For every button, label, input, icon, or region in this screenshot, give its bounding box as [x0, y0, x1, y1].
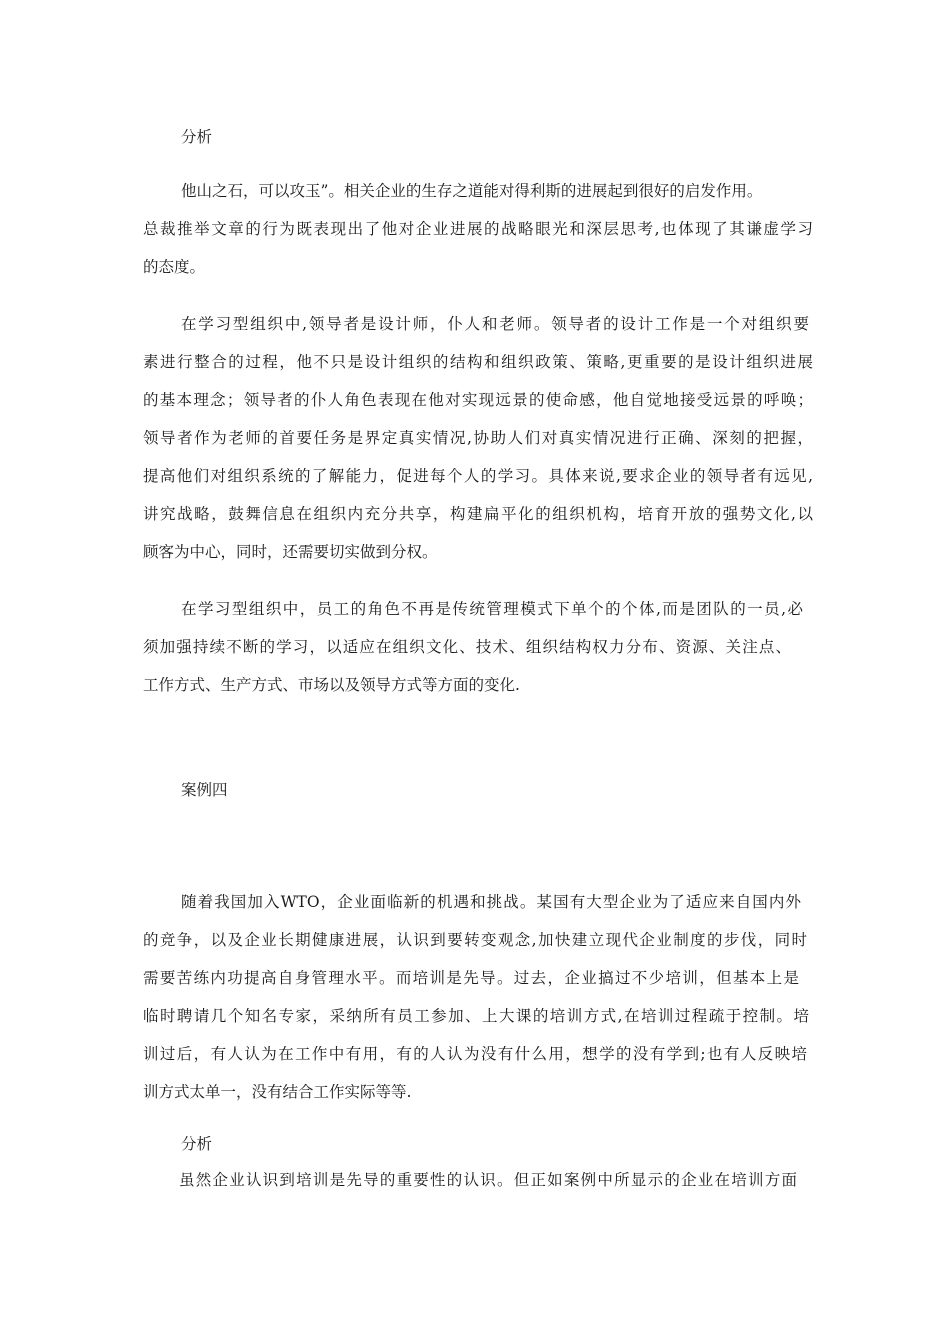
heading-analysis: 分析 — [181, 1135, 213, 1153]
text-line: 的竞争，以及企业长期健康进展，认识到要转变观念,加快建立现代企业制度的步伐，同时 — [143, 931, 807, 949]
text-line: 须加强持续不断的学习，以适应在组织文化、技术、组织结构权力分布、资源、关注点、 — [143, 638, 791, 656]
text-line: 讲究战略，鼓舞信息在组织内充分共享，构建扁平化的组织机构，培育开放的强势文化,以 — [143, 505, 813, 523]
text-line: 训过后，有人认为在工作中有用，有的人认为没有什么用，想学的没有学到;也有人反映培 — [143, 1045, 807, 1063]
text-line: 总裁推举文章的行为既表现出了他对企业进展的战略眼光和深层思考,也体现了其谦虚学习 — [143, 220, 813, 238]
text-line: 素进行整合的过程，他不只是设计组织的结构和组织政策、策略,更重要的是设计组织进展 — [143, 353, 813, 371]
text-line: 训方式太单一，没有结合工作实际等等. — [143, 1083, 412, 1101]
text-line: 他山之石，可以攻玉”。相关企业的生存之道能对得利斯的进展起到很好的启发作用。 — [181, 182, 763, 200]
text-line: 领导者作为老师的首要任务是界定真实情况,协助人们对真实情况进行正确、深刻的把握， — [143, 429, 813, 447]
text-line: 顾客为中心，同时，还需要切实做到分权。 — [143, 543, 438, 561]
text-line: 随着我国加入WTO，企业面临新的机遇和挑战。某国有大型企业为了适应来自国内外 — [181, 893, 801, 911]
text-line: 提高他们对组织系统的了解能力，促进每个人的学习。具体来说,要求企业的领导者有远见, — [143, 467, 813, 485]
text-line: 在学习型组织中,领导者是设计师，仆人和老师。领导者的设计工作是一个对组织要 — [181, 315, 809, 333]
text-line: 的态度。 — [143, 258, 206, 276]
text-line: 需要苦练内功提高自身管理水平。而培训是先导。过去，企业搞过不少培训，但基本上是 — [143, 969, 799, 987]
text-line: 的基本理念；领导者的仆人角色表现在他对实现远景的使命感，他自觉地接受远景的呼唤； — [143, 391, 813, 409]
text-line: 虽然企业认识到培训是先导的重要性的认识。但正如案例中所显示的企业在培训方面 — [179, 1171, 797, 1189]
text-line: 临时聘请几个知名专家，采纳所有员工参加、上大课的培训方式,在培训过程疏于控制。培 — [143, 1007, 809, 1025]
heading-analysis: 分析 — [181, 128, 213, 146]
text-line: 在学习型组织中，员工的角色不再是传统管理模式下单个的个体,而是团队的一员,必 — [181, 600, 803, 618]
heading-case-4: 案例四 — [181, 781, 228, 799]
text-line: 工作方式、生产方式、市场以及领导方式等方面的变化. — [143, 676, 520, 694]
